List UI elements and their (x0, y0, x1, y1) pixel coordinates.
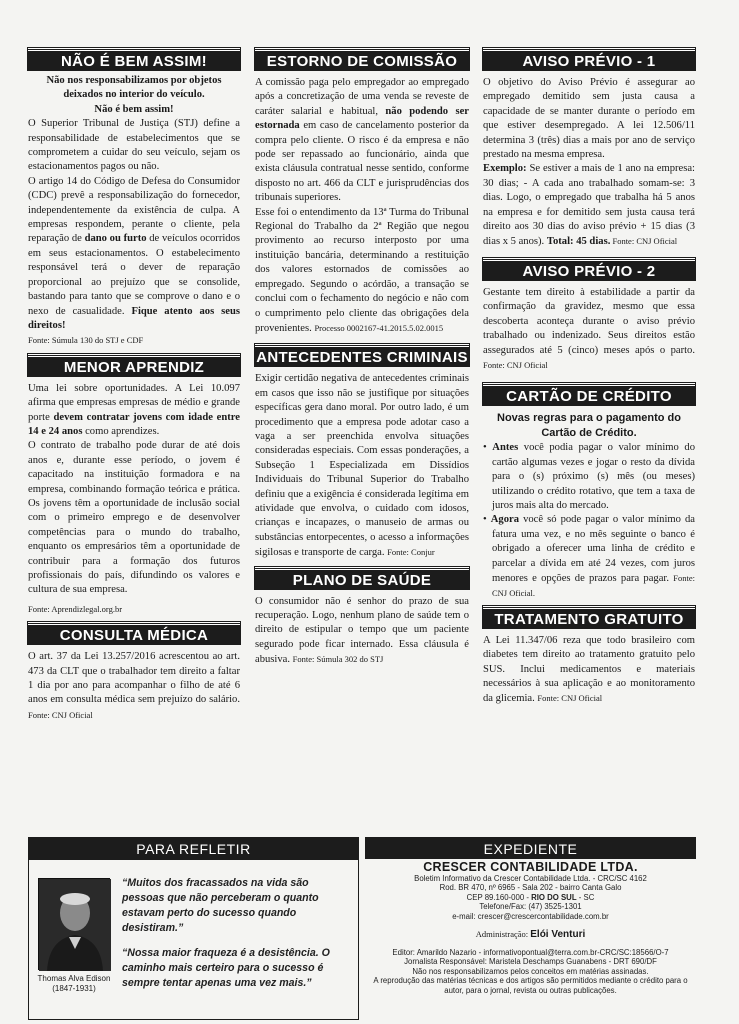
paragraph: Gestante tem direito à estabilidade a partir da confirmação da gravidez, mesmo que essa descoberta aconteça durante o aviso prévio trabalhado ou indenizado. Seus direitos estão assegurados até 5 (cinco) meses após o parto. Fonte: CNJ Oficial (483, 286, 695, 370)
administracao: Administração: Elói Venturi (475, 929, 586, 941)
company-name: CRESCER CONTABILIDADE LTDA. (423, 860, 638, 874)
expediente-line: Editor: Amarildo Nazario - informativopontual@terra.com.br-CRC/SC:18566/O-7 (392, 948, 669, 958)
section-title-plano-de-saude: PLANO DE SAÚDE (255, 567, 469, 589)
section-nao-e-bem-assim (28, 74, 240, 348)
section-consulta-medica (28, 650, 240, 723)
expediente-body (365, 859, 696, 995)
section-title-consulta-medica: CONSULTA MÉDICA (28, 622, 240, 644)
section-title-tratamento-gratuito: TRATAMENTO GRATUITO (483, 606, 695, 628)
paragraph: O objetivo do Aviso Prévio é assegurar ao empregado demitido sem justa causa a capacidade de se manter durante o período em que estiver desempregado. A lei 12.506/11 determina 3 (três) dias a mais por ano de serviço prestado na mesma empresa. (483, 77, 695, 161)
expediente-line: Jornalista Responsável: Maristela Deschamps Guanabens - DRT 690/DF (404, 957, 657, 967)
author-years: (1847-1931) (52, 984, 96, 993)
para-refletir-title: PARA REFLETIR (29, 838, 358, 860)
paragraph: O artigo 14 do Código de Defesa do Consumidor (CDC) prevê a responsabilização do fornecedor, independentemente da existência de culpa. A empresas respondem, perante o cliente, pela reparação de dano ou furto de veículos ocorridos em seus estacionamentos. O estabelecimento responsável terá o dever de reparação proporcional ao prejuízo que se consolide, bastando para tanto que se comprove o dano e o nexo de casualidade. Fique atento aos seus direitos! (28, 175, 241, 331)
section-aviso-previo-1 (483, 76, 695, 250)
expediente-line: A reprodução das matérias técnicas e dos artigos são permitidos mediante o crédito para o autor, para o jornal, revista ou outras publicações. (373, 976, 688, 995)
author-name: Thomas Alva Edison (37, 974, 111, 983)
expediente-line: Telefone/Fax: (47) 3525-1301 (479, 902, 582, 912)
section-title-aviso-previo-1: AVISO PRÉVIO - 1 (483, 48, 695, 70)
paragraph: Exigir certidão negativa de antecedentes criminais em casos que isso não se justifique por situações específicas gera dano moral. Por outro lado, é um procedimento que a empresa pode adotar caso a vaga a ser preenchida envolva situações consideradas especiais. Com essas ponderações, a Subseção 1 Especializada em Dissídios Individuais do Tribunal Superior do Trabalho definiu que a exigência é considerada legítima em atividade que envolva, o cuidado com idosos, crianças e incapazes, o manuseio de armas ou substâncias entorpecentes, o acesso a informações sigilosas e transporte de carga. Fonte: Conjur (255, 373, 469, 559)
section-title-menor-aprendiz: MENOR APRENDIZ (28, 354, 240, 376)
column-2 (255, 48, 469, 668)
paragraph: O Superior Tribunal de Justiça (STJ) define a responsabilidade de estabelecimentos que se comprometem a cuidar do seu veículo, sejam os estacionamentos pagos ou não. (28, 118, 240, 173)
column-1 (28, 48, 240, 723)
section-tratamento-gratuito (483, 634, 695, 707)
portrait-caption (31, 974, 117, 994)
source-note: Fonte: Súmula 130 do STJ e CDF (28, 335, 144, 346)
expediente-email: e-mail: crescer@crescercontabilidade.com.br (452, 911, 609, 921)
section-title-aviso-previo-2: AVISO PRÉVIO - 2 (483, 258, 695, 280)
para-refletir-box (28, 837, 359, 1020)
section-menor-aprendiz (28, 382, 240, 617)
section-estorno-de-comissao (255, 76, 469, 336)
expediente-title: EXPEDIENTE (365, 837, 696, 859)
paragraph: Esse foi o entendimento da 13ª Turma do Tribunal Regional do Trabalho da 2ª Região que negou provimento ao recurso interposto por uma instituição bancária, determinando a restituição dos valores estornados de comissões ao empregado. Segundo o acórdão, a transação se conclui com o fechamento do negócio e não com o cumprimento pelo cliente das obrigações dela provenientes. Processo 0002167-41.2015.5.02.0015 (255, 206, 469, 334)
section-aviso-previo-2 (483, 286, 695, 373)
quote-1: “Muitos dos fracassados na vida são pessoas que não perceberam o quanto estavam perto do sucesso quando desistiram.” (122, 877, 319, 934)
portrait-photo (38, 878, 110, 970)
expediente-box (365, 837, 696, 1020)
paragraph: Uma lei sobre oportunidades. A Lei 10.097 afirma que empresas empresas de médio e grande porte devem contratar jovens com idade entre 14 e 24 anos como aprendizes. (28, 382, 240, 437)
paragraph: O contrato de trabalho pode durar de até dois anos e, durante esse período, o jovem é capacitado na instituição formadora e na empresa, combinando formação teórica e prática. Os jovens têm a oportunidade de inclusão social com o primeiro emprego e de desenvolver competências para o mundo do trabalho, enquanto os empresários têm a oportunidade de contribuir para a formação dos futuros profissionais do país, difundindo os valores e cultura de sua empresa. (28, 440, 240, 596)
section-title-nao-e-bem-assim: NÃO É BEM ASSIM! (28, 48, 240, 70)
section-lead-2: Não é bem assim! (94, 103, 174, 115)
list-item: • Antes você podia pagar o valor mínimo do cartão algumas vezes e jogar o resto da dívida para o (s) próximo (s) mês (ou meses) utilizando o crédito rotativo, que tem a taxa de juros mais alta do mercado. (483, 442, 695, 511)
expediente-line: CEP 89.160-000 - RIO DO SUL - SC (466, 892, 595, 902)
section-title-antecedentes-criminais: ANTECEDENTES CRIMINAIS (255, 344, 469, 366)
paragraph: A Lei 11.347/06 reza que todo brasileiro com diabetes tem direito ao tratamento gratuito pelo SUS. Inclui medicamentos e materiais necessários à sua aplicação e ao monitoramento da glicemia. Fonte: CNJ Oficial (483, 634, 695, 705)
section-title-cartao-de-credito: CARTÃO DE CRÉDITO (483, 383, 695, 405)
paragraph: Exemplo: Se estiver a mais de 1 ano na empresa: 30 dias; - A cada ano trabalhado somam-se: 3 dias. Logo, o empregado que trabalha há 5 anos na empresa e for demitido sem justa causa terá direito aos 30 dias do aviso prévio + 15 dias (3 dias x 5 anos). Total: 45 dias. Fonte: CNJ Oficial (483, 163, 695, 248)
section-lead: Não nos responsabilizamos por objetos deixados no interior do veículo. (46, 75, 222, 101)
section-cartao-de-credito (483, 411, 695, 601)
paragraph: O consumidor não é senhor do prazo de sua recuperação. Logo, nenhum plano de saúde tem o direito de estipular o tempo que um paciente segurado pode ficar internado. Essa cláusula é abusiva. Fonte: Súmula 302 do STJ (255, 595, 469, 666)
section-antecedentes-criminais (255, 372, 469, 560)
source-note: Fonte: Aprendizlegal.org.br (28, 603, 123, 614)
section-title-estorno-de-comissao: ESTORNO DE COMISSÃO (255, 48, 469, 70)
section-plano-de-saude (255, 595, 469, 668)
paragraph: O art. 37 da Lei 13.257/2016 acrescentou ao art. 473 da CLT que o trabalhador tem direito a faltar 1 dia por ano para acompanhar o filho de até 6 anos em consulta médica sem prejuízo do salário. Fonte: CNJ Oficial (28, 651, 240, 720)
portrait-icon (39, 879, 111, 971)
quotes (122, 876, 352, 991)
section-lead: Novas regras para o pagamento do Cartão de Crédito. (497, 412, 681, 440)
column-3 (483, 48, 695, 707)
quote-2: “Nossa maior fraqueza é a desistência. O caminho mais certeiro para o sucesso é sempre tentar apenas uma vez mais.” (122, 947, 330, 989)
list-item: • Agora você só pode pagar o valor mínimo da fatura uma vez, e no mês seguinte o banco é obrigado a oferecer uma linha de crédito e parcelar a dívida em até 24 vezes, com juros menores e opções de prazos para pagar. Fonte: CNJ Oficial. (483, 514, 695, 599)
paragraph: A comissão paga pelo empregador ao empregado após a concretização de uma venda se reveste de caráter salarial e habitual, não podendo ser estornada em caso de cancelamento posterior da compra pelo cliente. O risco é da empresa e não pode ser repassado ao funcionário, ainda que exista cláusula contratual nesse sentido, conforme disposto no art. 466 da CLT e jurisprudências dos tribunais superiores. (255, 77, 469, 204)
expediente-line: Boletim Informativo da Crescer Contabilidade Ltda. - CRC/SC 4162 (414, 874, 647, 883)
expediente-line: Não nos responsabilizamos pelos conceitos em matérias assinadas. (412, 966, 649, 976)
expediente-line: Rod. BR 470, nº 6965 - Sala 202 - bairro Canta Galo (439, 883, 622, 893)
